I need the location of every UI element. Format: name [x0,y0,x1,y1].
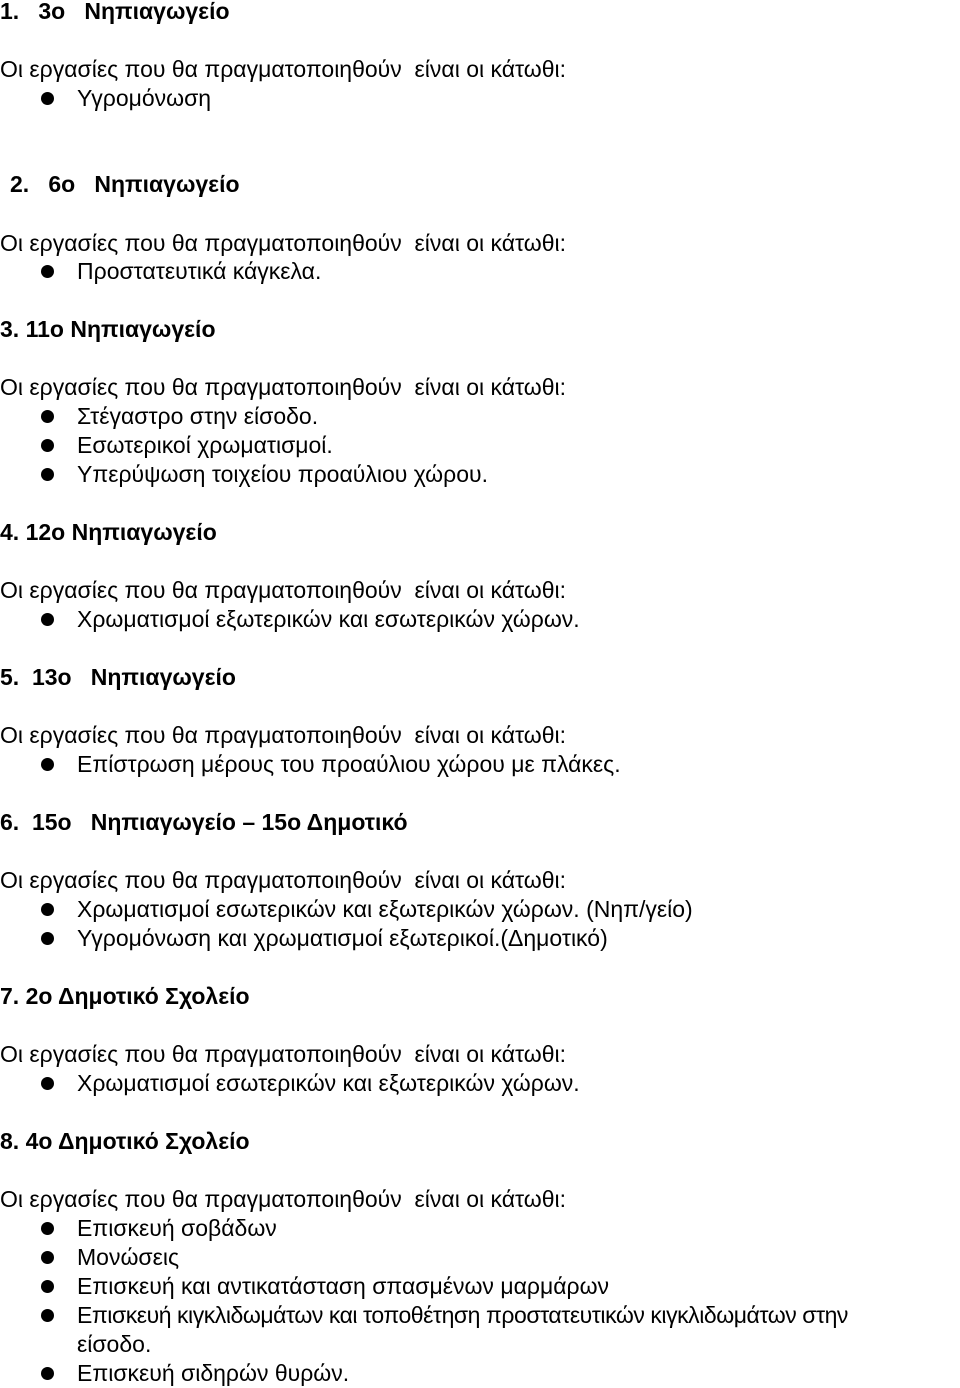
bullet-icon [41,468,54,481]
section-intro: Οι εργασίες που θα πραγματοποιηθούν είναι οι κάτωθι: [0,577,567,603]
section-title: 4ο Δημοτικό Σχολείο [25,1128,250,1154]
bullet-icon [41,92,54,105]
section-title: 3ο Νηπιαγωγείο [38,0,230,24]
section-heading [0,315,216,343]
section-number: 7. [0,983,20,1009]
section-heading [0,982,250,1010]
document-page: 1. 3ο Νηπιαγωγείο Οι εργασίες που θα πραγματοποιηθούν είναι οι κάτωθι: Υγρομόνωση 2. 6ο Νηπιαγωγείο Οι εργασίες που θα πραγματοποιηθούν είναι οι κάτωθι: Προστατευτικά κάγκελα. 3. 11ο Νηπιαγωγείο Οι εργασίες που θα πραγματοποιηθούν είναι οι κάτωθι: Στέγαστρο στην είσοδο. Εσωτερικοί χρωματισμοί. Υπερύψωση τοιχείου προαύλιου χώρου. 4. 12ο Νηπιαγωγείο Οι εργασίες που θα πραγματοποιηθούν είναι οι κάτωθι: Χρωματισμοί εξωτερικών και εσωτερικών χώρων. 5. 13ο Νηπιαγωγείο Οι εργασίες που θα πραγματοποιηθούν είναι οι κάτωθι: Επίστρωση μέρους του προαύλιου χώρου με πλάκες. 6. 15ο Νηπιαγωγείο – 15ο Δημοτικό Οι εργασίες που θα πραγματοποιηθούν είναι οι κάτωθι: Χρωματισμοί εσωτερικών και εξωτερικών χώρων. (Νηπ/γείο) Υγρομόνωση και χρωματισμοί εξωτερικοί.(Δημοτικό) 7. 2ο Δημοτικό Σχολείο Οι εργασίες που θα πραγματοποιηθούν είναι οι κάτωθι: Χρωματισμοί εσωτερικών και εξωτερικών χώρων. 8. 4ο Δημοτικό Σχολείο Οι εργασίες που θα πραγματοποιηθούν είναι οι κάτωθι: Επισκευή σοβάδων Μονώσεις Επισκευή και αντικατάσταση σπασμένων μαρμάρων Επισκευή κιγκλιδωμάτων και τοποθέτηση προστατευτικών κιγκλιδωμάτων στην είσοδο. Επισκευή σιδηρών θυρών. [0,0,960,1388]
section-heading [0,0,230,25]
bullet-icon [41,758,54,771]
bullet-icon [41,1251,54,1264]
section-number: 2. [10,171,30,197]
section-number: 4. [0,519,20,545]
section-heading [0,518,217,546]
section-number: 3. [0,316,20,342]
bullet-icon [41,932,54,945]
bullet-icon [41,265,54,278]
section-intro: Οι εργασίες που θα πραγματοποιηθούν είναι οι κάτωθι: [0,1041,567,1067]
bullet-icon [41,1367,54,1380]
section-title: 6ο Νηπιαγωγείο [48,171,240,197]
section-heading [0,1127,250,1155]
bullet-icon [41,410,54,423]
section-title: 13ο Νηπιαγωγείο [31,664,236,690]
section-number: 6. [0,809,20,835]
bullet-icon [41,1077,54,1090]
bullet-icon [41,903,54,916]
bullet-icon [41,1309,54,1322]
bullet-icon [41,1280,54,1293]
section-heading [0,808,408,836]
section-intro: Οι εργασίες που θα πραγματοποιηθούν είναι οι κάτωθι: [0,56,567,82]
bullet-icon [41,1222,54,1235]
bullet-icon [41,613,54,626]
section-title: 11ο Νηπιαγωγείο [25,316,216,342]
section-intro: Οι εργασίες που θα πραγματοποιηθούν είναι οι κάτωθι: [0,374,567,400]
section-number: 8. [0,1128,20,1154]
bullet-icon [41,439,54,452]
section-intro: Οι εργασίες που θα πραγματοποιηθούν είναι οι κάτωθι: [0,722,567,748]
section-heading [0,170,240,198]
section-number: 1. [0,0,20,24]
section-heading [0,663,236,691]
section-title: 12ο Νηπιαγωγείο [25,519,217,545]
section-number: 5. [0,664,20,690]
section-intro: Οι εργασίες που θα πραγματοποιηθούν είναι οι κάτωθι: [0,1186,567,1212]
section-title: 2ο Δημοτικό Σχολείο [25,983,250,1009]
section-intro: Οι εργασίες που θα πραγματοποιηθούν είναι οι κάτωθι: [0,230,567,256]
section-title: 15ο Νηπιαγωγείο – 15ο Δημοτικό [31,809,408,835]
section-intro: Οι εργασίες που θα πραγματοποιηθούν είναι οι κάτωθι: [0,867,567,893]
